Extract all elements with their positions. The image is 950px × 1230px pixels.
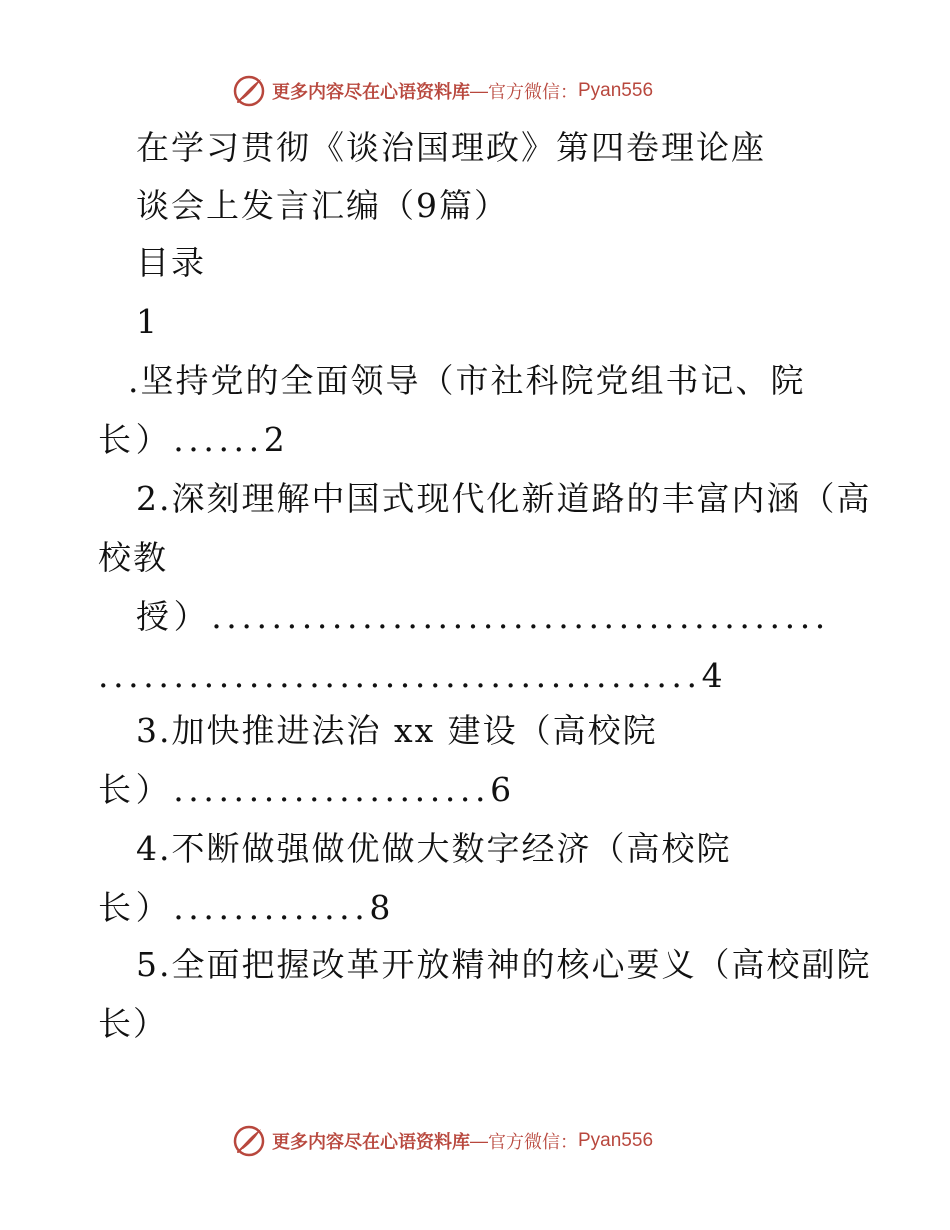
- toc-line: 长）.....................6: [98, 770, 516, 809]
- toc-line: 5.全面把握改革开放精神的核心要义（高校副院: [136, 945, 872, 984]
- document-title-line-1: 在学习贯彻《谈治国理政》第四卷理论座: [136, 128, 766, 167]
- toc-line: 长）......2: [98, 420, 290, 459]
- toc-line: 2.深刻理解中国式现代化新道路的丰富内涵（高: [136, 479, 872, 518]
- watermark-sub-text: 官方微信：: [488, 82, 578, 103]
- quill-logo-icon: [232, 74, 266, 108]
- watermark-sub-text: 官方微信：: [488, 1132, 578, 1153]
- toc-line: 长）: [98, 1004, 168, 1043]
- document-title-line-2: 谈会上发言汇编（9篇）: [136, 186, 509, 225]
- watermark-dash: —: [470, 80, 488, 101]
- watermark-main-text: 更多内容尽在心语资料库: [272, 82, 470, 103]
- toc-heading: 目录: [136, 243, 206, 282]
- toc-line: 长）.............8: [98, 888, 395, 927]
- toc-line: 1: [136, 302, 159, 341]
- quill-logo-icon: [232, 1124, 266, 1158]
- toc-line: 3.加快推进法治 xx 建设（高校院: [136, 711, 658, 750]
- watermark-wechat-id: Pyan556: [578, 80, 654, 101]
- header-watermark: [232, 74, 653, 108]
- toc-line: 校教: [98, 538, 168, 577]
- toc-line: 4.不断做强做优做大数字经济（高校院: [136, 829, 732, 868]
- watermark-wechat-id: Pyan556: [578, 1130, 654, 1151]
- toc-line: ........................................4: [98, 656, 728, 695]
- toc-line: .坚持党的全面领导（市社科院党组书记、院: [128, 361, 806, 400]
- watermark-main-text: 更多内容尽在心语资料库: [272, 1132, 470, 1153]
- watermark-dash: —: [470, 1130, 488, 1151]
- toc-line: 授）.........................................: [136, 597, 830, 636]
- footer-watermark: [232, 1124, 653, 1158]
